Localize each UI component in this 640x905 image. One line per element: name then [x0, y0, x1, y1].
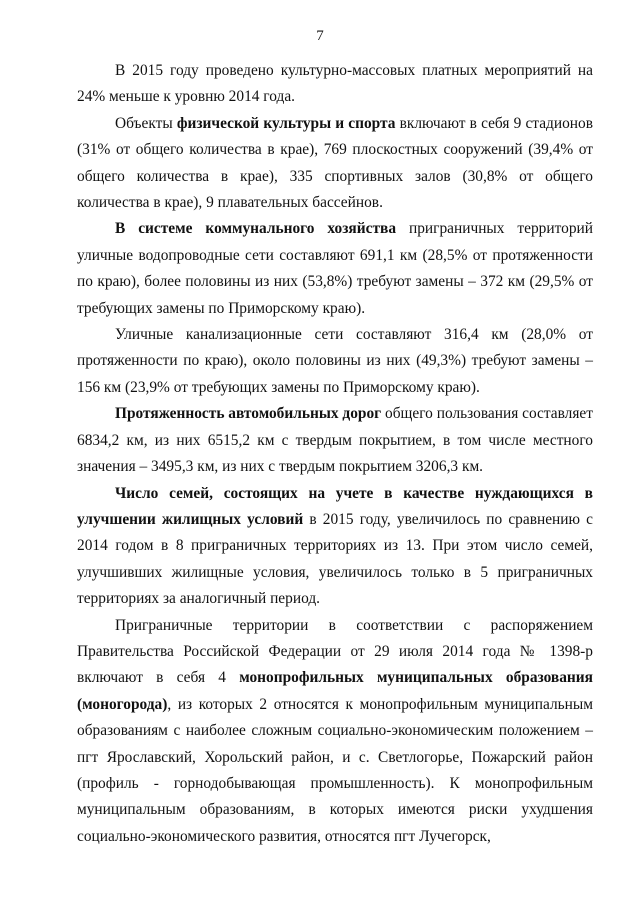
paragraph-cultural-events: В 2015 году проведено культурно-массовых платных мероприятий на 24% меньше к уровню 2014 года. [77, 62, 593, 106]
paragraph-housing [77, 481, 593, 613]
bold-phrase: физической культуры и спорта [176, 114, 396, 132]
paragraph-text: приграничных территорий уличные водопроводные сети составляют 691,1 км (28,5% от протяженности по краю), более половины из них (53,8%) требуют замены – 372 км (29,5% от требующих замены по Приморскому краю). [77, 220, 593, 317]
paragraph-monotowns [77, 613, 593, 851]
paragraph-sewerage: Уличные канализационные сети составляют 316,4 км (28,0% от протяженности по краю), около половины из них (49,3%) требуют замены – 156 км (23,9% от требующих замены по Приморскому краю). [77, 326, 593, 396]
paragraph-text: Приграничные территории в соответствии с распоряжением Правительства Российской Федерации от 29 июля 2014 года № 1398-р включают в себя 4 [77, 616, 593, 687]
paragraph-text: в 2015 году, увеличилось по сравнению с 2014 годом в 8 приграничных территориях из 13. При этом число семей, улучшивших жилищные условия, увеличилось только в 5 приграничных территориях за аналогичный период. [77, 510, 593, 608]
document-body [77, 58, 593, 850]
paragraph-roads [77, 401, 593, 480]
bold-phrase: Число семей, состоящих на учете в качестве нуждающихся в улучшении жилищных условий [77, 484, 593, 528]
paragraph-text: включают в себя 9 стадионов (31% от общего количества в крае), 769 плоскостных сооружений (39,4% от общего количества в крае), 335 спортивных залов (30,8% от общего количества в крае), 9 плавательных бассейнов. [77, 114, 593, 212]
page-number: 7 [316, 28, 324, 44]
paragraph-sports-facilities [77, 111, 593, 217]
paragraph-text: общего пользования составляет 6834,2 км, из них 6515,2 км с твердым покрытием, в том числе местного значения – 3495,3 км, из них с твердым покрытием 3206,3 км. [77, 405, 593, 476]
bold-phrase: В системе коммунального хозяйства [115, 220, 397, 238]
paragraph-text: , из которых 2 относятся к монопрофильным муниципальным образованиям с наиболее сложным социально-экономическим положением – пгт Ярославский, Хорольский район, и с. Светлогорье, Пожарский район (профиль - горнодобывающая промышленность). К монопрофильным муниципальным образованиям, в которых имеются риски ухудшения социально-экономического развития, относятся пгт Лучегорск, [77, 695, 593, 845]
paragraph-text: Объекты [115, 114, 177, 132]
bold-phrase: монопрофильных муниципальных образования (моногорода) [77, 669, 593, 713]
paragraph-utilities-water [77, 216, 593, 322]
bold-phrase: Протяженность автомобильных дорог [115, 405, 382, 423]
